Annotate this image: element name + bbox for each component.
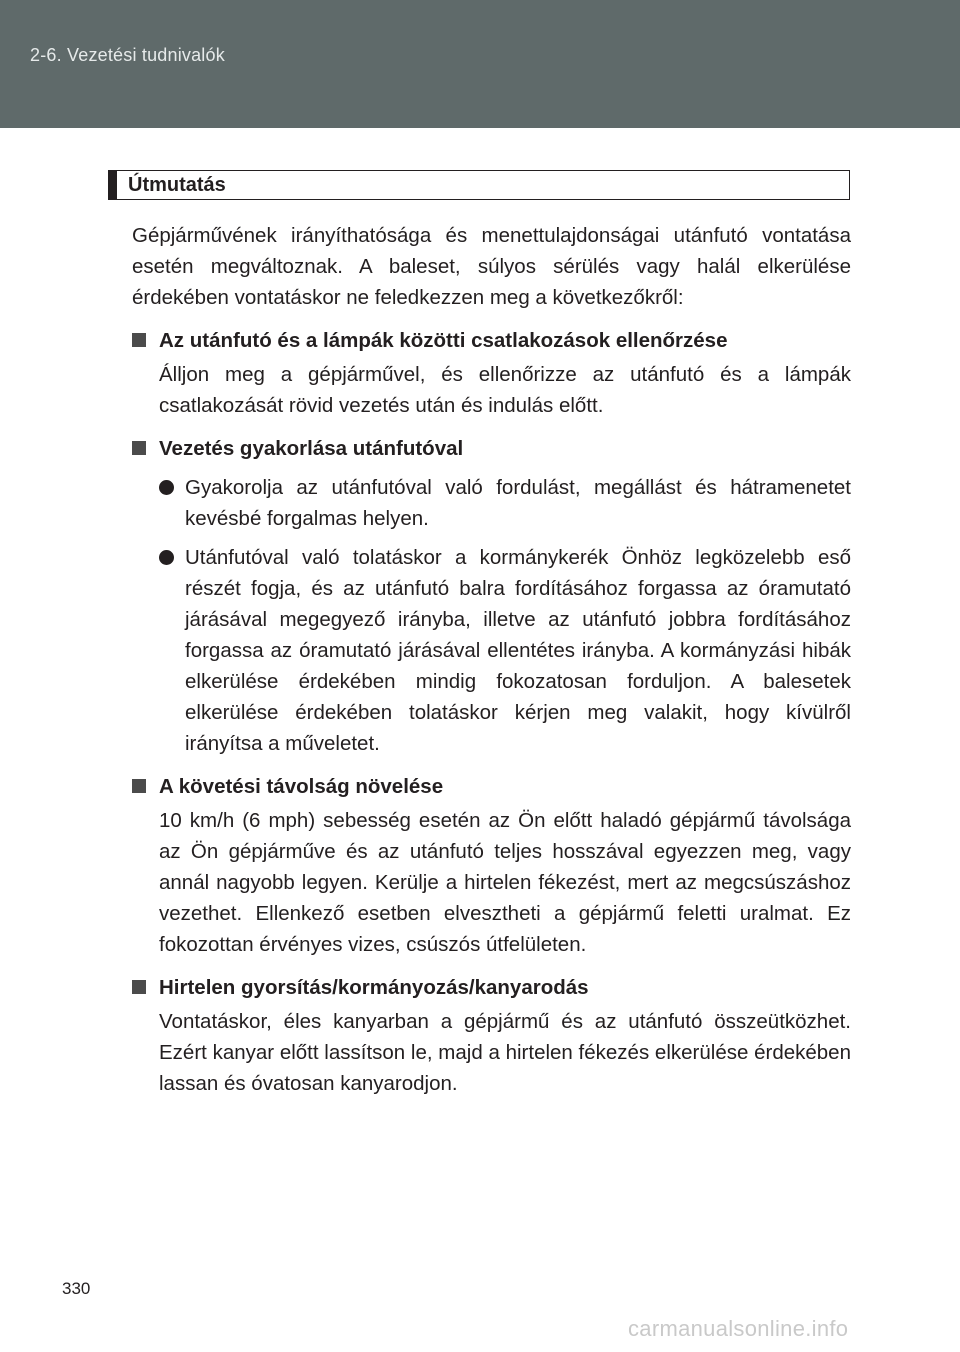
section-heading: A követési távolság növelése [159, 775, 444, 798]
watermark: carmanualsonline.info [628, 1316, 849, 1341]
round-bullet-icon [159, 550, 174, 565]
info-box-title: Útmutatás [128, 174, 226, 196]
section-body: 10 km/h (6 mph) sebesség esetén az Ön előtt haladó gépjármű távolsága az Ön gépjárműve és az utánfutó teljes hosszával egyezzen meg, vagy annál nagyobb legyen. Kerülje a hirtelen fékezést, mert az megcsúszáshoz vezethet. Ellenkező esetben elvesztheti a gépjármű feletti uralmat. Ez fokozottan érvényes vizes, csúszós útfelületen. [159, 809, 851, 956]
round-bullet-icon [159, 480, 174, 495]
square-bullet-icon [132, 980, 146, 994]
section-body: Vontatáskor, éles kanyarban a gépjármű és az utánfutó összeütközhet. Ezért kanyar előtt lassítson le, majd a hirtelen fékezés elkerülése érdekében lassan és óvatosan kanyarodjon. [159, 1010, 851, 1095]
info-box-accent-bar [109, 171, 117, 199]
section-heading: Hirtelen gyorsítás/kormányozás/kanyarodás [159, 976, 589, 999]
section-heading: Az utánfutó és a lámpák közötti csatlakozások ellenőrzése [159, 329, 728, 352]
list-item-text: Utánfutóval való tolatáskor a kormánykerék Önhöz legközelebb eső részét fogja, és az utánfutó balra fordításához forgassa az óramutató járásával megegyező irányba, illetve az utánfutó jobbra fordításához forgassa az óramutató járásával ellentétes irányba. A kormányzási hibák elkerülése érdekében mindig fokozatosan forduljon. A balesetek elkerülése érdekében tolatáskor kérjen meg valakit, hogy kívülről irányítsa a műveletet. [185, 546, 851, 755]
section-sudden-maneuvers [132, 972, 851, 1099]
square-bullet-icon [132, 441, 146, 455]
page-number: 330 [62, 1279, 91, 1298]
square-bullet-icon [132, 779, 146, 793]
section-practice-driving [132, 433, 851, 759]
section-trailer-connections [132, 325, 851, 421]
list-item [159, 472, 851, 534]
list-item-text: Gyakorolja az utánfutóval való fordulást, megállást és hátramenetet kevésbé forgalmas helyen. [185, 476, 851, 530]
intro-paragraph: Gépjárművének irányíthatósága és menettulajdonságai utánfutó vontatása esetén megváltoznak. A baleset, súlyos sérülés vagy halál elkerülése érdekében vontatáskor ne feledkezzen meg a következőkről: [132, 224, 851, 309]
list-item [159, 542, 851, 759]
main-content [132, 220, 851, 1099]
section-body: Álljon meg a gépjárművel, és ellenőrizze az utánfutó és a lámpák csatlakozását rövid vezetés után és indulás előtt. [159, 363, 851, 417]
header-band [0, 0, 960, 128]
section-following-distance [132, 771, 851, 960]
section-heading: Vezetés gyakorlása utánfutóval [159, 437, 464, 460]
square-bullet-icon [132, 333, 146, 347]
info-box [108, 170, 850, 200]
section-title: 2-6. Vezetési tudnivalók [30, 45, 225, 65]
